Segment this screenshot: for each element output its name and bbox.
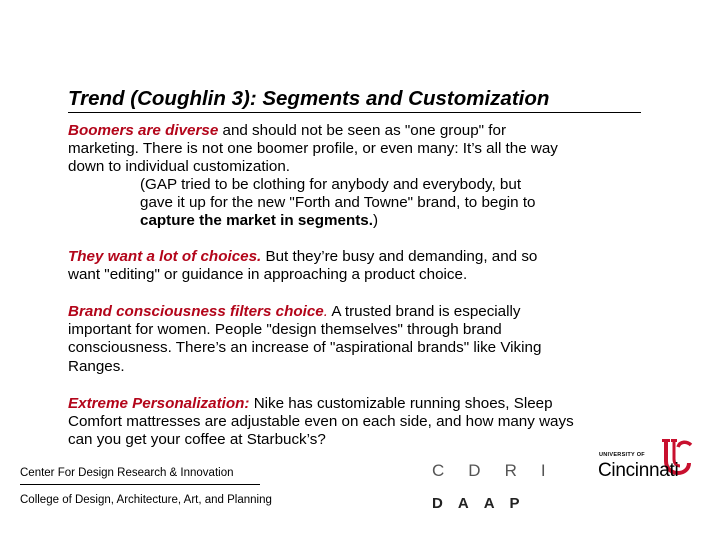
footer-center-name: Center For Design Research & Innovation [20, 467, 234, 479]
paragraph-line [68, 248, 648, 266]
daap-letter: P [509, 495, 520, 512]
paragraph-lead: Brand consciousness filters choice [68, 303, 324, 320]
paragraph-boomers [68, 122, 648, 177]
paragraph-line [68, 303, 648, 321]
paragraph-line: can you get your coffee at Starbuck’s? [68, 431, 326, 449]
paragraph-text: ) [372, 212, 379, 230]
uc-name-text: Cincinnati [598, 460, 679, 481]
university-logo [597, 437, 707, 487]
cdri-letter: D [468, 461, 481, 480]
title-underline [68, 112, 641, 113]
paragraph-lead-end: . [323, 303, 328, 320]
paragraph-lead: They want a lot of choices. [68, 248, 262, 265]
daap-wordmark [432, 495, 535, 512]
paragraph-line: (GAP tried to be clothing for anybody and everybody, but [140, 176, 522, 193]
paragraph-bold-text: capture the market in segments. [140, 212, 373, 230]
footer-divider [20, 484, 260, 485]
uc-small-text: UNIVERSITY OF [599, 452, 645, 458]
paragraph-line: Ranges. [68, 357, 125, 375]
paragraph-personalization [68, 395, 648, 450]
paragraph-line: down to individual customization. [68, 158, 291, 176]
paragraph-line [140, 212, 630, 230]
paragraph-line [68, 122, 648, 140]
paragraph-text: But they’re busy and demanding, and so [261, 248, 538, 265]
paragraph-line: marketing. There is not one boomer profile, or even many: It’s all the way [68, 140, 558, 158]
cdri-wordmark [432, 461, 570, 481]
paragraph-text: Nike has customizable running shoes, Sleep [249, 395, 553, 412]
paragraph-choices [68, 248, 648, 284]
paragraph-text: and should not be seen as "one group" for [218, 122, 507, 139]
cdri-letter: R [504, 461, 517, 480]
daap-letter: A [457, 495, 469, 512]
paragraph-gap-example [140, 176, 630, 231]
paragraph-lead: Boomers are diverse [68, 122, 219, 139]
paragraph-line [68, 395, 648, 413]
cdri-letter: C [432, 461, 445, 480]
paragraph-line: Comfort mattresses are adjustable even on each side, and how many ways [68, 413, 574, 431]
slide-title: Trend (Coughlin 3): Segments and Customization [68, 87, 550, 110]
paragraph-line: want "editing" or guidance in approaching a product choice. [68, 266, 468, 284]
paragraph-brand [68, 303, 648, 376]
daap-letter: A [483, 495, 495, 512]
paragraph-line: gave it up for the new "Forth and Towne" brand, to begin to [140, 194, 536, 212]
paragraph-lead: Extreme Personalization: [68, 395, 250, 412]
paragraph-line: consciousness. There’s an increase of "aspirational brands" like Viking [68, 339, 542, 357]
footer-college-name: College of Design, Architecture, Art, and Planning [20, 494, 272, 506]
paragraph-text: A trusted brand is especially [327, 303, 521, 320]
paragraph-line: important for women. People "design themselves" through brand [68, 321, 502, 339]
cdri-letter: I [540, 461, 546, 480]
daap-letter: D [432, 495, 443, 512]
